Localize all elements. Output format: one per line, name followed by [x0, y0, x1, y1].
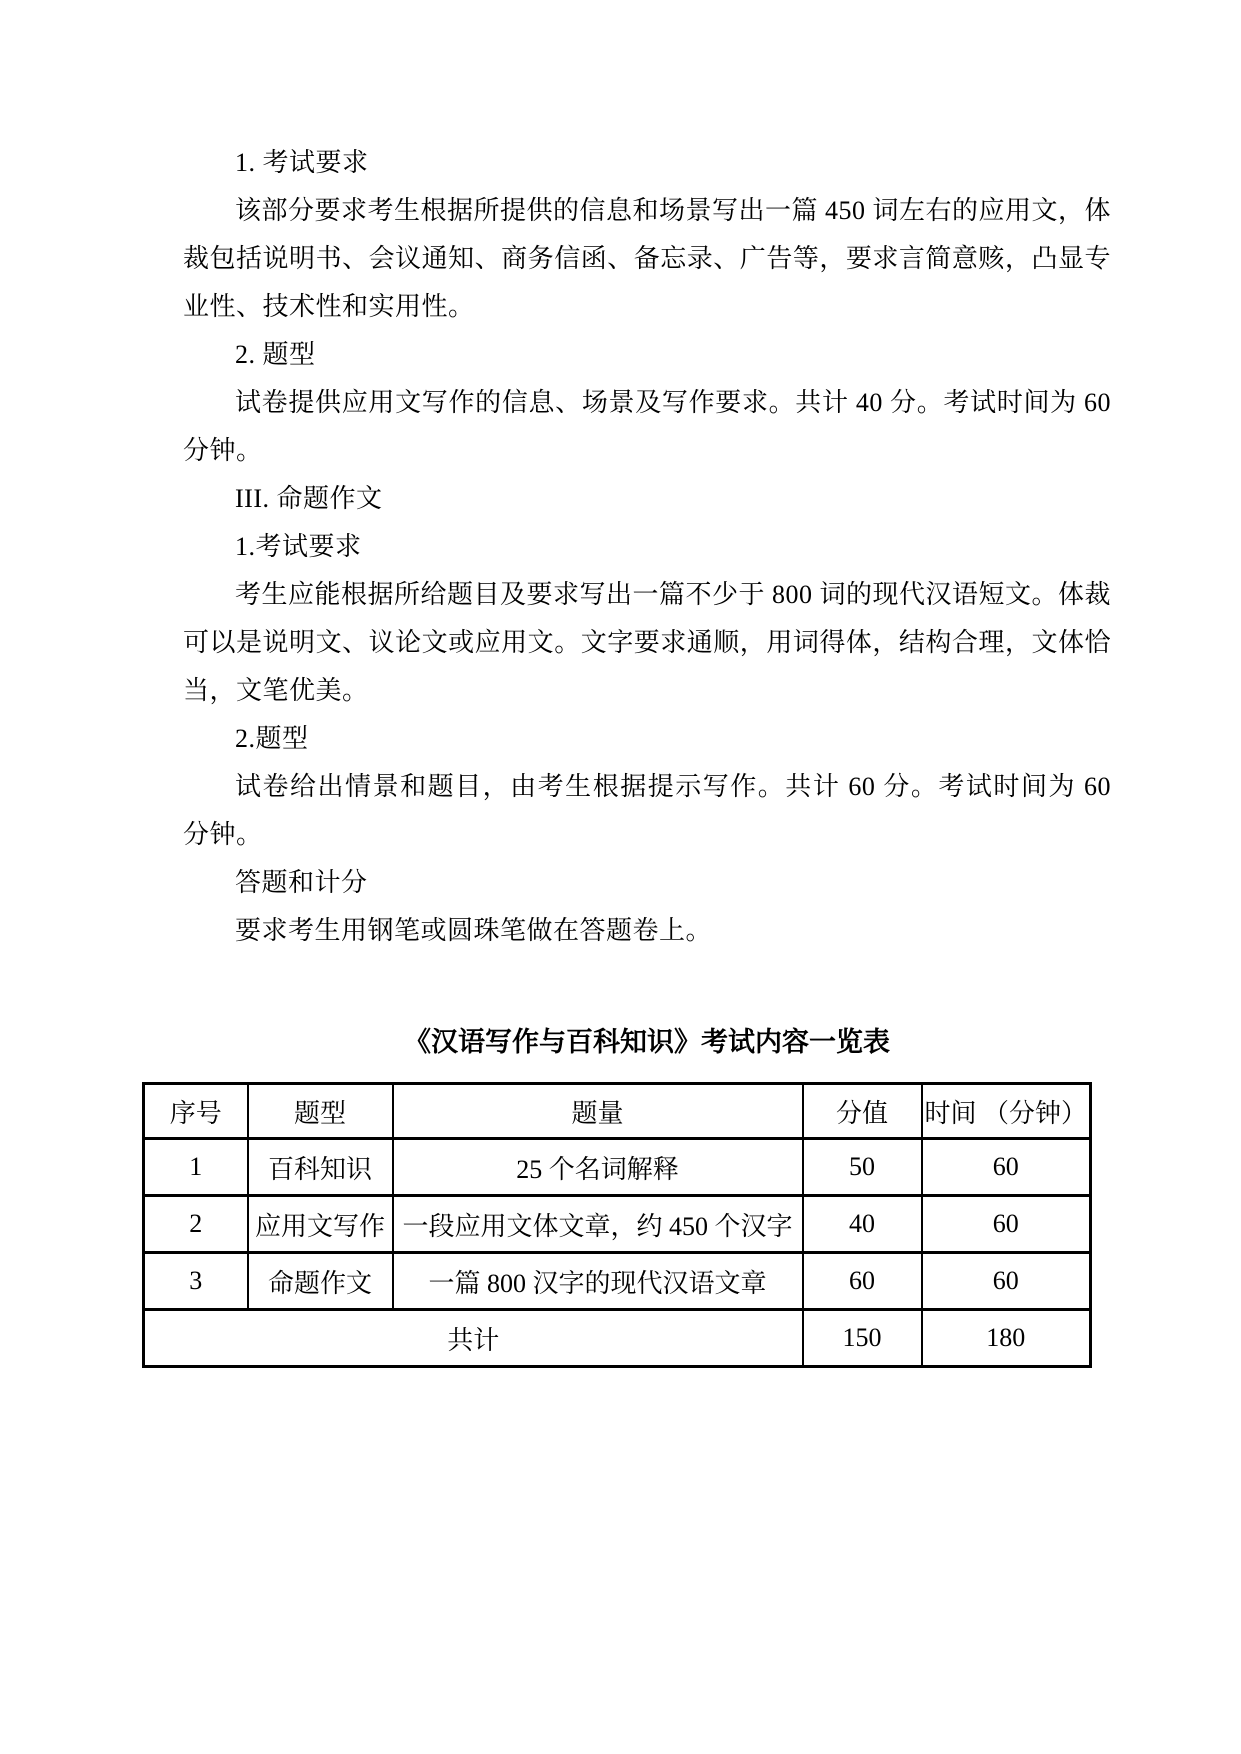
cell-time: 60 — [922, 1139, 1091, 1196]
cell-index: 2 — [144, 1196, 248, 1253]
cell-index: 3 — [144, 1253, 248, 1310]
column-header-index: 序号 — [144, 1084, 248, 1139]
heading-question-type: 2.题型 — [235, 724, 309, 753]
table-title: 《汉语写作与百科知识》考试内容一览表 — [404, 1027, 890, 1057]
heading-section-iii: III. 命题作文 — [235, 484, 383, 513]
table-row — [144, 1253, 1091, 1310]
heading-exam-requirements: 1. 考试要求 — [235, 148, 369, 177]
cell-question-type: 百科知识 — [248, 1139, 393, 1196]
table-total-row — [144, 1310, 1091, 1367]
paragraph: 要求考生用钢笔或圆珠笔做在答题卷上。 — [235, 916, 713, 945]
cell-total-time: 180 — [922, 1310, 1091, 1367]
paragraph: 考生应能根据所给题目及要求写出一篇不少于 800 词的现代汉语短文。体裁可以是说明文、议论文或应用文。文字要求通顺，用词得体，结构合理，文体恰当，文笔优美。 — [183, 580, 1112, 705]
cell-quantity: 25 个名词解释 — [393, 1139, 803, 1196]
paragraph: 试卷给出情景和题目，由考生根据提示写作。共计 60 分。考试时间为 60 分钟。 — [183, 772, 1111, 849]
column-header-question-type: 题型 — [248, 1084, 393, 1139]
cell-total-label: 共计 — [144, 1310, 803, 1367]
text-block — [169, 139, 1112, 1368]
paragraph: 试卷提供应用文写作的信息、场景及写作要求。共计 40 分。考试时间为 60 分钟。 — [183, 388, 1111, 465]
exam-content-table — [142, 1082, 1092, 1368]
cell-time: 60 — [922, 1253, 1091, 1310]
cell-quantity: 一篇 800 汉字的现代汉语文章 — [393, 1253, 803, 1310]
cell-time: 60 — [922, 1196, 1091, 1253]
heading-exam-requirements: 1.考试要求 — [235, 532, 362, 561]
cell-quantity: 一段应用文体文章，约 450 个汉字 — [393, 1196, 803, 1253]
cell-question-type: 应用文写作 — [248, 1196, 393, 1253]
cell-question-type: 命题作文 — [248, 1253, 393, 1310]
cell-index: 1 — [144, 1139, 248, 1196]
column-header-time: 时间 （分钟） — [922, 1084, 1091, 1139]
cell-score: 50 — [803, 1139, 922, 1196]
heading-question-type: 2. 题型 — [235, 340, 316, 369]
table-row — [144, 1196, 1091, 1253]
paragraph: 该部分要求考生根据所提供的信息和场景写出一篇 450 词左右的应用文，体裁包括说明书、会议通知、商务信函、备忘录、广告等，要求言简意赅，凸显专业性、技术性和实用性。 — [183, 196, 1112, 321]
cell-score: 60 — [803, 1253, 922, 1310]
table-header-row — [144, 1084, 1091, 1139]
cell-total-score: 150 — [803, 1310, 922, 1367]
heading-answer-scoring: 答题和计分 — [235, 868, 368, 897]
cell-score: 40 — [803, 1196, 922, 1253]
column-header-score: 分值 — [803, 1084, 922, 1139]
table-row — [144, 1139, 1091, 1196]
column-header-quantity: 题量 — [393, 1084, 803, 1139]
